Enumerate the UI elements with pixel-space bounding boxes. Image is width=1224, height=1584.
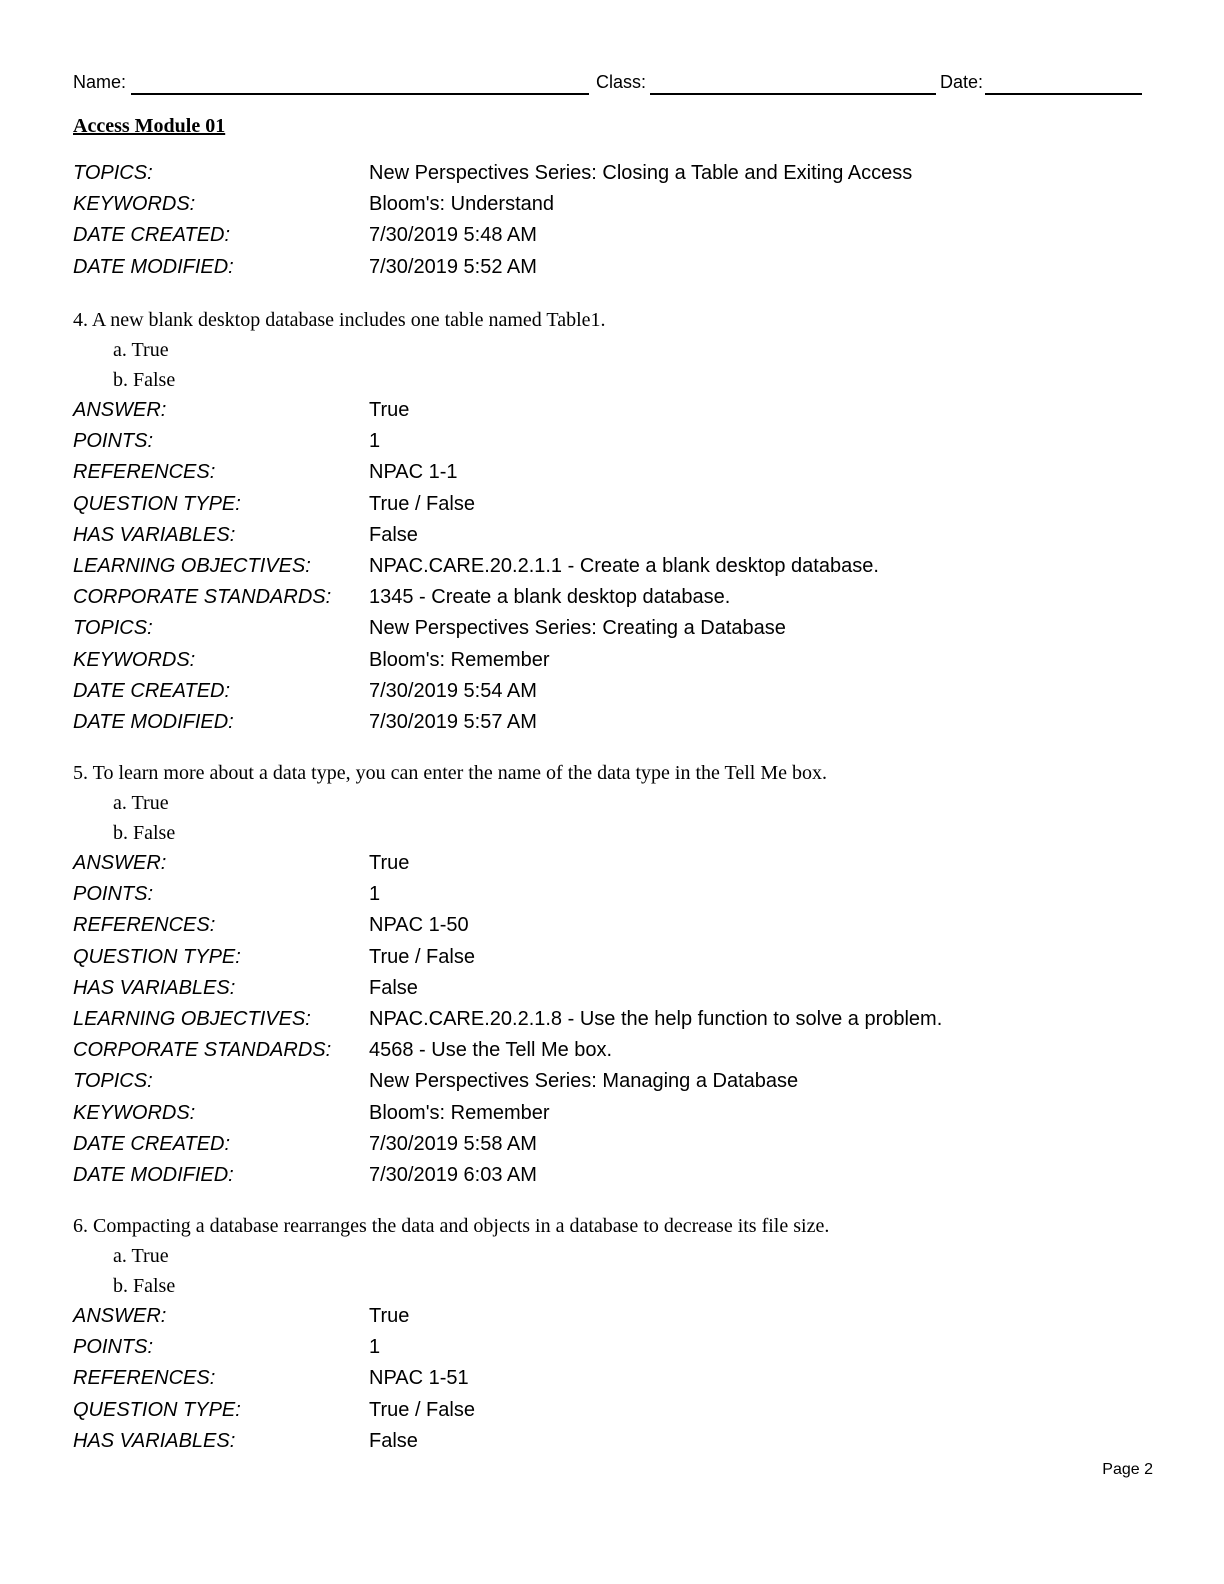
page-number: Page 2 <box>1102 1461 1153 1478</box>
meta-row <box>73 551 1073 582</box>
meta-label: POINTS: <box>73 883 154 906</box>
meta-label: KEYWORDS: <box>73 193 196 216</box>
meta-label: QUESTION TYPE: <box>73 945 241 968</box>
meta-label: KEYWORDS: <box>73 648 196 671</box>
meta-label: DATE CREATED: <box>73 679 231 702</box>
choice-false: b. False <box>113 822 176 844</box>
question-text: 5. To learn more about a data type, you can enter the name of the data type in the Tell Me box. <box>73 762 827 784</box>
meta-row <box>73 252 1073 283</box>
meta-row <box>73 910 1073 941</box>
meta-label: POINTS: <box>73 1336 154 1359</box>
meta-label: LEARNING OBJECTIVES: <box>73 554 311 577</box>
meta-row <box>73 645 1073 676</box>
meta-row <box>73 676 1073 707</box>
question-4-meta <box>73 395 1073 738</box>
question-6-meta <box>73 1301 1073 1457</box>
meta-value: False <box>369 1429 418 1452</box>
meta-row <box>73 457 1073 488</box>
meta-value: True / False <box>369 945 475 968</box>
meta-label: ANSWER: <box>73 852 167 874</box>
meta-value: 7/30/2019 6:03 AM <box>369 1163 537 1186</box>
date-underline <box>985 93 1142 95</box>
meta-row <box>73 220 1073 251</box>
name-underline <box>131 93 589 95</box>
meta-row <box>73 1363 1073 1394</box>
meta-label: REFERENCES: <box>73 914 216 937</box>
meta-row <box>73 1301 1073 1332</box>
meta-value: True <box>369 1305 410 1327</box>
meta-label: QUESTION TYPE: <box>73 1398 241 1421</box>
meta-value: True <box>369 852 410 874</box>
meta-value: True <box>369 399 410 421</box>
meta-row <box>73 879 1073 910</box>
meta-label: REFERENCES: <box>73 461 216 484</box>
meta-row <box>73 1426 1073 1457</box>
meta-row <box>73 942 1073 973</box>
meta-label: KEYWORDS: <box>73 1101 196 1124</box>
class-label: Class: <box>596 72 647 92</box>
meta-label: DATE CREATED: <box>73 224 231 247</box>
meta-label: REFERENCES: <box>73 1367 216 1390</box>
meta-row <box>73 189 1073 220</box>
meta-row <box>73 613 1073 644</box>
meta-value: 1345 - Create a blank desktop database. <box>369 586 731 609</box>
meta-row <box>73 395 1073 426</box>
meta-value: 7/30/2019 5:52 AM <box>369 255 537 278</box>
meta-row <box>73 973 1073 1004</box>
meta-value: 1 <box>369 883 381 906</box>
class-underline <box>650 93 936 95</box>
meta-row <box>73 848 1073 879</box>
meta-label: HAS VARIABLES: <box>73 1429 236 1452</box>
choice-false: b. False <box>113 1275 176 1297</box>
choice-true: a. True <box>113 792 169 814</box>
meta-label: TOPICS: <box>73 617 153 640</box>
meta-row <box>73 1066 1073 1097</box>
name-label: Name: <box>73 72 127 92</box>
meta-value: False <box>369 976 418 999</box>
question-6 <box>73 1211 829 1301</box>
meta-row <box>73 1395 1073 1426</box>
meta-value: NPAC 1-51 <box>369 1367 469 1390</box>
meta-row <box>73 1098 1073 1129</box>
meta-value: 7/30/2019 5:58 AM <box>369 1132 537 1155</box>
meta-value: 1 <box>369 1336 381 1359</box>
meta-label: POINTS: <box>73 430 154 453</box>
meta-value: NPAC 1-1 <box>369 461 458 484</box>
meta-label: ANSWER: <box>73 1305 167 1327</box>
meta-label: QUESTION TYPE: <box>73 492 241 515</box>
meta-label: DATE MODIFIED: <box>73 710 234 733</box>
page-header <box>73 72 1143 98</box>
meta-row <box>73 582 1073 613</box>
meta-value: 7/30/2019 5:48 AM <box>369 224 537 247</box>
meta-row <box>73 158 1073 189</box>
meta-value: NPAC.CARE.20.2.1.1 - Create a blank desktop database. <box>369 554 879 577</box>
meta-row <box>73 1035 1073 1066</box>
meta-value: True / False <box>369 492 475 515</box>
meta-label: HAS VARIABLES: <box>73 523 236 546</box>
meta-value: Bloom's: Understand <box>369 193 555 216</box>
meta-value: False <box>369 523 418 546</box>
meta-value: True / False <box>369 1398 475 1421</box>
meta-value: 7/30/2019 5:54 AM <box>369 679 537 702</box>
meta-value: 7/30/2019 5:57 AM <box>369 710 537 733</box>
choice-false: b. False <box>113 369 176 391</box>
meta-row <box>73 1129 1073 1160</box>
top-meta-block <box>73 158 1073 283</box>
question-5-meta <box>73 848 1073 1191</box>
meta-row <box>73 1332 1073 1363</box>
meta-label: TOPICS: <box>73 162 153 184</box>
meta-row <box>73 1160 1073 1191</box>
meta-row <box>73 520 1073 551</box>
meta-value: 1 <box>369 430 381 453</box>
module-title: Access Module 01 <box>73 115 226 137</box>
meta-row <box>73 489 1073 520</box>
meta-label: CORPORATE STANDARDS: <box>73 586 332 609</box>
meta-label: DATE MODIFIED: <box>73 1163 234 1186</box>
question-text: 6. Compacting a database rearranges the data and objects in a database to decrease its file size. <box>73 1215 830 1237</box>
date-label: Date: <box>940 72 984 92</box>
question-5 <box>73 758 827 848</box>
meta-value: New Perspectives Series: Closing a Table and Exiting Access <box>369 162 913 184</box>
meta-row <box>73 1004 1073 1035</box>
meta-value: Bloom's: Remember <box>369 1101 550 1124</box>
choice-true: a. True <box>113 1245 169 1267</box>
meta-label: CORPORATE STANDARDS: <box>73 1039 332 1062</box>
meta-label: TOPICS: <box>73 1070 153 1093</box>
meta-row <box>73 426 1073 457</box>
meta-value: Bloom's: Remember <box>369 648 550 671</box>
meta-value: 4568 - Use the Tell Me box. <box>369 1039 613 1062</box>
meta-label: HAS VARIABLES: <box>73 976 236 999</box>
meta-row <box>73 707 1073 738</box>
question-text: 4. A new blank desktop database includes one table named Table1. <box>73 309 606 331</box>
meta-label: LEARNING OBJECTIVES: <box>73 1007 311 1030</box>
meta-value: NPAC.CARE.20.2.1.8 - Use the help function to solve a problem. <box>369 1007 943 1030</box>
meta-label: ANSWER: <box>73 399 167 421</box>
meta-label: DATE MODIFIED: <box>73 255 234 278</box>
meta-value: NPAC 1-50 <box>369 914 469 937</box>
choice-true: a. True <box>113 339 169 361</box>
question-4 <box>73 305 606 395</box>
meta-label: DATE CREATED: <box>73 1132 231 1155</box>
meta-value: New Perspectives Series: Creating a Database <box>369 617 786 640</box>
meta-value: New Perspectives Series: Managing a Database <box>369 1070 799 1093</box>
